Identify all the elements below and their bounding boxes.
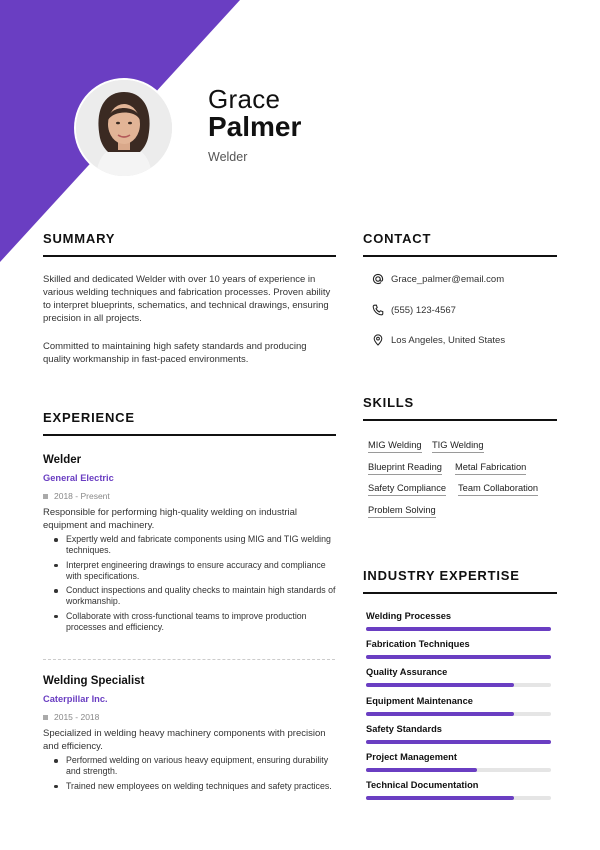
expertise-bar-fill [366, 712, 514, 716]
industry-expertise-rule [363, 592, 557, 594]
list-item: Trained new employees on welding techniques and safety practices. [54, 781, 338, 792]
expertise-bar-fill [366, 740, 551, 744]
expertise-bar-track [366, 627, 551, 631]
job-company: Caterpillar Inc. [43, 694, 108, 704]
contact-rule [363, 255, 557, 257]
job-divider [43, 659, 335, 660]
skill-tag: Safety Compliance [368, 483, 446, 496]
last-name: Palmer [208, 111, 302, 142]
expertise-label: Quality Assurance [366, 667, 448, 678]
contact-phone[interactable] [372, 304, 456, 316]
expertise-bar-fill [366, 655, 551, 659]
phone-text: (555) 123-4567 [391, 304, 456, 316]
expertise-bar-track [366, 740, 551, 744]
job-bullets [54, 534, 338, 636]
contact-heading: CONTACT [363, 231, 432, 246]
job-company: General Electric [43, 473, 114, 483]
job-description: Responsible for performing high-quality welding on industrial equipment and machinery. [43, 507, 297, 531]
job-dates-text: 2018 - Present [54, 491, 110, 501]
list-item: Expertly weld and fabricate components using MIG and TIG welding techniques. [54, 534, 338, 557]
industry-expertise-heading: INDUSTRY EXPERTISE [363, 568, 520, 583]
expertise-label: Project Management [366, 752, 457, 762]
list-item: Collaborate with cross-functional teams to improve production processes and efficiency. [54, 611, 338, 634]
calendar-marker-icon [43, 494, 48, 499]
skill-tag: Problem Solving [368, 505, 436, 518]
location-pin-icon [372, 334, 384, 346]
expertise-bar-track [366, 683, 551, 687]
list-item: Conduct inspections and quality checks to maintain high standards of workmanship. [54, 585, 338, 608]
expertise-bar-track [366, 712, 551, 716]
location-text: Los Angeles, United States [391, 334, 506, 346]
calendar-marker-icon [43, 715, 48, 720]
phone-icon [372, 304, 384, 316]
expertise-bar-fill [366, 768, 477, 772]
skills-rule [363, 419, 557, 421]
job-dates-text: 2015 - 2018 [54, 712, 100, 722]
skill-tag: MIG Welding [368, 440, 422, 453]
experience-heading: EXPERIENCE [43, 410, 135, 425]
job-role: Welder [43, 454, 82, 466]
expertise-bar-fill [366, 796, 514, 800]
expertise-label: Fabrication Techniques [366, 639, 470, 650]
expertise-bar-fill [366, 683, 514, 687]
expertise-label: Technical Documentation [366, 780, 479, 791]
job-description: Specialized in welding heavy machinery components with precision and efficiency. [43, 728, 326, 752]
expertise-bar-fill [366, 627, 551, 631]
skill-tag: Team Collaboration [458, 483, 538, 496]
expertise-bar-track [366, 655, 551, 659]
contact-email[interactable] [372, 273, 504, 285]
expertise-bar-track [366, 768, 551, 772]
summary-paragraph-1: Skilled and dedicated Welder with over 10 years of experience in various welding techniques and fabrication processes. Proven ability to interpret blueprints, schematics, and technical drawings, ensuring precision in all projects. [43, 274, 331, 324]
expertise-label: Equipment Maintenance [366, 695, 473, 706]
expertise-bar-track [366, 796, 551, 800]
job-title: Welder [208, 150, 248, 164]
first-name: Grace [208, 84, 281, 114]
skill-tag: Blueprint Reading [368, 462, 442, 475]
skills-heading: SKILLS [363, 395, 415, 410]
expertise-label: Welding Processes [366, 611, 452, 621]
job-bullets [54, 755, 338, 795]
list-item: Performed welding on various heavy equipment, ensuring durability and strength. [54, 755, 338, 778]
at-sign-icon [372, 273, 384, 285]
list-item: Interpret engineering drawings to ensure accuracy and compliance with specifications. [54, 560, 338, 583]
summary-rule [43, 255, 336, 257]
skill-tag: Metal Fabrication [455, 462, 526, 475]
job-dates [43, 491, 110, 501]
experience-rule [43, 434, 336, 436]
summary-heading: SUMMARY [43, 231, 116, 246]
profile-photo [76, 80, 172, 176]
contact-location [372, 334, 505, 346]
skill-tag: TIG Welding [432, 440, 484, 453]
expertise-label: Safety Standards [366, 723, 442, 734]
email-text: Grace_palmer@email.com [391, 273, 505, 285]
summary-paragraph-2: Committed to maintaining high safety standards and producing quality workmanship in fast-paced environments. [43, 341, 307, 365]
job-dates [43, 712, 99, 722]
job-role: Welding Specialist [43, 675, 145, 687]
